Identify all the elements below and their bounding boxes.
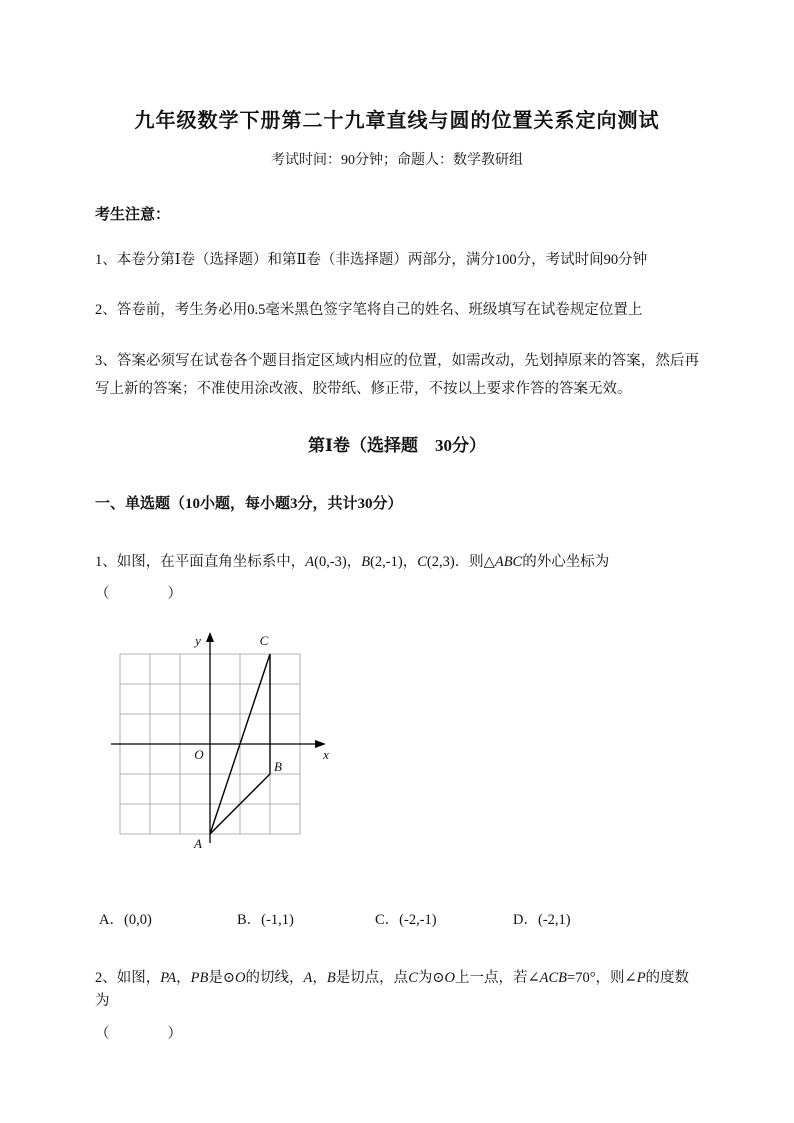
- option-a-value: (0,0): [123, 912, 152, 929]
- subsection-title: 一、单选题（10小题，每小题3分，共计30分）: [95, 496, 403, 513]
- option-b-value: (-1,1): [261, 912, 294, 929]
- y-axis-arrow-icon: [206, 632, 214, 642]
- notice-item-1: 1、本卷分第Ⅰ卷（选择题）和第Ⅱ卷（非选择题）两部分，满分100分，考试时间90分钟: [95, 252, 648, 268]
- page-title: 九年级数学下册第二十九章直线与圆的位置关系定向测试: [134, 110, 660, 132]
- question-1-text: 1、如图，在平面直角坐标系中，A(0,-3)，B(2,-1)，C(2,3)．则△ABC的外心坐标为: [95, 554, 610, 571]
- y-axis-label: y: [195, 633, 201, 649]
- exam-subtitle: 考试时间：90分钟；命题人：数学教研组: [271, 153, 523, 168]
- question-1-figure: [95, 629, 699, 868]
- point-c-label: C: [259, 633, 269, 649]
- option-a: [99, 908, 237, 929]
- option-c-label: C．: [375, 912, 400, 929]
- option-d-label: D．: [513, 912, 538, 929]
- option-c: [375, 908, 513, 929]
- option-d-value: (-2,1): [537, 912, 571, 929]
- x-axis-label: x: [323, 747, 329, 763]
- option-d: [513, 908, 571, 929]
- option-b: [237, 908, 375, 929]
- section-title: 第Ⅰ卷（选择题 30分）: [308, 436, 486, 456]
- option-c-value: (-2,-1): [399, 912, 437, 929]
- axes: [111, 639, 318, 843]
- question-1-options: [95, 908, 699, 929]
- option-b-label: B．: [237, 912, 262, 929]
- notice-heading: 考生注意：: [95, 207, 171, 223]
- coordinate-grid-figure: [95, 629, 347, 863]
- notice-item-2: 2、答卷前，考生务必用0.5毫米黑色签字笔将自己的姓名、班级填写在试卷规定位置上: [95, 302, 643, 319]
- question-2-text: 2、如图，PA，PB是⊙O的切线，A，B是切点，点C为⊙O上一点，若∠ACB=70°，则∠P的度数为: [95, 970, 690, 1010]
- point-b-label: B: [274, 759, 282, 775]
- question-2-answer-bracket: （ ）: [95, 1025, 182, 1042]
- question-1-answer-bracket: （ ）: [95, 586, 182, 603]
- origin-label: O: [194, 747, 204, 763]
- option-a-label: A．: [99, 912, 124, 929]
- point-a-label: A: [194, 836, 202, 852]
- notice-item-3: 3、答案必须写在试卷各个题目指定区域内相应的位置，如需改动，先划掉原来的答案，然后再写上新的答案；不准使用涂改液、胶带纸、修正带，不按以上要求作答的答案无效。: [95, 352, 699, 397]
